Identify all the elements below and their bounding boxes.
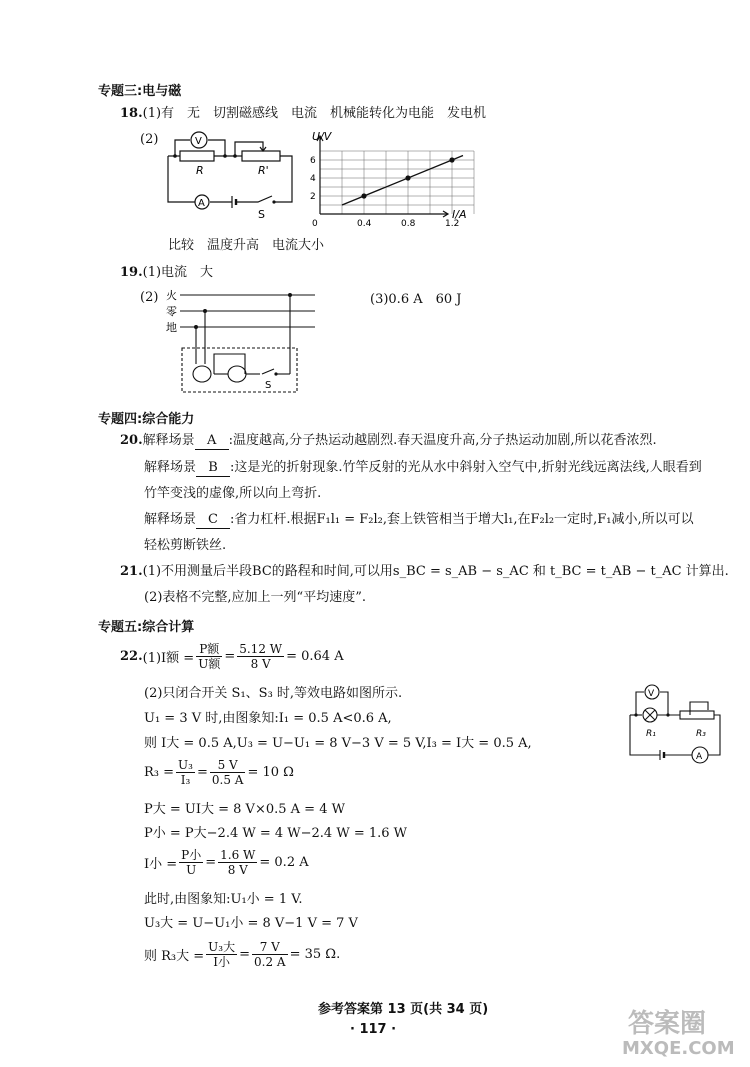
- fraction-values: [252, 940, 288, 969]
- question-22-part1: 22. (1)I额 = $\frac{\text{P额}}{\text{U额}}$ = $\frac{5.12 W}{8 V}$ = 0.64 A: [120, 642, 344, 671]
- question-22-r3max: 则 R₃大 = $\frac{\text{U₃大}}{\text{I小}}$ = $\frac{7 V}{0.2 A}$ = 35 Ω.: [144, 940, 341, 969]
- ammeter-label: A: [198, 198, 205, 209]
- numerator: 5 V: [210, 758, 246, 773]
- x-tick-label: 0.8: [401, 219, 416, 229]
- scene-c-blank: C: [196, 512, 230, 529]
- numerator: P小: [181, 848, 202, 862]
- formula-result: = 35 Ω.: [289, 947, 341, 962]
- answer-text: (1)有 无 切割磁感线 电流 机械能转化为电能 发电机: [142, 106, 487, 121]
- question-number: 18.: [120, 106, 143, 121]
- fraction-values: [237, 642, 284, 671]
- q22-equivalent-circuit: [620, 680, 730, 765]
- q19-household-circuit: [160, 286, 320, 398]
- x-tick-label: 1.2: [445, 219, 460, 229]
- scene-c-text: :省力杠杆.根据F₁l₁ = F₂l₂,套上铁管相当于增大l₁,在F₂l₂一定时,F₁减小,所以可以: [230, 512, 694, 527]
- fire-wire-label: 火: [166, 289, 177, 302]
- question-19-part3: (3)0.6 A 60 J: [370, 292, 462, 307]
- question-number: 22.: [120, 649, 143, 664]
- fraction-p-over-u: [179, 848, 203, 877]
- question-20-scene-b-cont: 竹竿变浅的虚像,所以向上弯折.: [144, 486, 322, 501]
- r1-label: R₁: [646, 729, 656, 739]
- denominator: 8 V: [227, 863, 248, 877]
- graph-series: [342, 156, 463, 206]
- r3-label: R₃: [696, 729, 706, 739]
- resistor-r-label: R: [196, 164, 204, 177]
- answer-text: (1)电流 大: [142, 265, 214, 280]
- question-19-part1: [120, 265, 213, 281]
- answer-text: (1)不用测量后半段BC的路程和时间,可以用s_BC = s_AB − s_AC 和 t_BC = t_AB − t_AC 计算出.: [142, 564, 729, 579]
- question-22-r3: R₃ = $\frac{\text{U₃}}{\text{I₃}}$ = $\frac{5 V}{0.5 A}$ = 10 Ω: [144, 758, 294, 787]
- fraction-values: [218, 848, 257, 877]
- question-20-scene-b: [144, 460, 702, 477]
- question-22-ismall: I小 = $\frac{\text{P小}}{U}$ = $\frac{1.6 W}{8 V}$ = 0.2 A: [144, 848, 309, 877]
- data-point: [361, 193, 366, 198]
- formula-result: = 0.2 A: [259, 855, 309, 870]
- origin-label: 0: [312, 219, 318, 229]
- denominator: U: [186, 863, 197, 877]
- watermark-url: MXQE.COM: [622, 1038, 735, 1059]
- question-22-line10: U₃大 = U−U₁小 = 8 V−1 V = 7 V: [144, 916, 358, 931]
- series-line: [342, 156, 463, 206]
- fraction-values: [210, 758, 246, 787]
- numerator: 7 V: [252, 940, 288, 955]
- section-title-comprehensive-ability: 专题四:综合能力: [98, 412, 195, 427]
- y-tick-label: 6: [310, 156, 316, 166]
- question-22-line6: P大 = UI大 = 8 V×0.5 A = 4 W: [144, 802, 345, 817]
- formula-lhs: I小 =: [144, 857, 178, 872]
- question-20-scene-c-cont: 轻松剪断铁丝.: [144, 538, 227, 553]
- x-tick-label: 0.4: [357, 219, 372, 229]
- scene-b-blank: B: [196, 460, 230, 477]
- scene-b-prefix: 解释场景: [144, 460, 197, 475]
- question-22-line2: (2)只闭合开关 S₁、S₃ 时,等效电路如图所示.: [144, 686, 403, 701]
- scene-a-blank: A: [195, 433, 229, 450]
- question-number: 21.: [120, 564, 143, 579]
- question-18-conclusion: 比较 温度升高 电流大小: [168, 238, 325, 253]
- question-21-part1: [120, 564, 729, 580]
- resistor-r-prime-label: R': [258, 164, 269, 177]
- question-22-line4: 则 I大 = 0.5 A,U₃ = U−U₁ = 8 V−3 V = 5 V,I₃ = I大 = 0.5 A,: [144, 736, 532, 751]
- watermark-logo: 答案圈: [628, 1009, 707, 1039]
- section-title-electricity-magnetism: 专题三:电与磁: [98, 84, 182, 99]
- fraction-p-over-u: [196, 642, 222, 671]
- question-22-line7: P小 = P大−2.4 W = 4 W−2.4 W = 1.6 W: [144, 826, 408, 841]
- numerator: U₃: [178, 758, 193, 772]
- section-title-comprehensive-calc: 专题五:综合计算: [98, 620, 195, 635]
- x-axis-label: I/A: [452, 208, 467, 221]
- formula-lhs: R₃ =: [144, 765, 175, 780]
- numerator: U₃大: [208, 940, 236, 954]
- scene-c-prefix: 解释场景: [144, 512, 197, 527]
- fraction-u-over-i: [176, 758, 195, 787]
- denominator: U额: [198, 657, 221, 671]
- scene-a-text: :温度越高,分子热运动越剧烈.春天温度升高,分子热运动加剧,所以花香浓烈.: [228, 433, 657, 448]
- denominator: 8 V: [250, 657, 271, 671]
- question-number: 19.: [120, 265, 143, 280]
- numerator: P额: [196, 642, 222, 657]
- switch-label: S: [258, 208, 265, 221]
- numerator: 1.6 W: [220, 848, 256, 862]
- question-22-line9: 此时,由图象知:U₁小 = 1 V.: [144, 892, 303, 907]
- q18-circuit-diagram: [150, 128, 300, 223]
- question-20-scene-c: [144, 512, 694, 529]
- data-point: [405, 175, 410, 180]
- formula-lhs: (1)I额 =: [142, 651, 195, 666]
- denominator: 0.5 A: [211, 773, 244, 787]
- y-axis-label: U/V: [312, 130, 332, 143]
- ammeter-label: A: [696, 752, 703, 762]
- scene-b-text: :这是光的折射现象.竹竿反射的光从水中斜射入空气中,折射光线远离法线,人眼看到: [230, 460, 702, 475]
- question-20-scene-a: [120, 433, 657, 450]
- page-footer-label: 参考答案第 13 页(共 34 页): [318, 1002, 489, 1017]
- voltmeter-label: V: [648, 689, 655, 699]
- fraction-u-over-i: [206, 940, 237, 969]
- neutral-wire-label: 零: [166, 305, 177, 318]
- ground-wire-label: 地: [166, 321, 177, 334]
- formula-lhs: 则 R₃大 =: [144, 949, 205, 964]
- q18-ui-graph: [300, 126, 500, 232]
- question-21-part2: (2)表格不完整,应加上一列“平均速度”.: [144, 590, 366, 605]
- y-tick-label: 4: [310, 174, 316, 184]
- denominator: 0.2 A: [254, 955, 286, 969]
- question-18-part1: [120, 106, 486, 122]
- y-tick-label: 2: [310, 192, 316, 202]
- page-number: · 117 ·: [350, 1022, 397, 1037]
- question-19-part2-label: (2): [140, 290, 159, 305]
- denominator: I小: [213, 955, 231, 969]
- question-number: 20.: [120, 433, 143, 448]
- question-18-part2-label: (2): [140, 132, 159, 147]
- voltmeter-label: V: [195, 136, 202, 147]
- formula-result: = 0.64 A: [286, 649, 344, 664]
- scene-a-prefix: 解释场景: [142, 433, 195, 448]
- question-22-line3: U₁ = 3 V 时,由图象知:I₁ = 0.5 A<0.6 A,: [144, 711, 392, 726]
- numerator: 5.12 W: [239, 642, 283, 656]
- formula-result: = 10 Ω: [247, 765, 294, 780]
- switch-label: S: [265, 380, 272, 391]
- data-point: [449, 157, 454, 162]
- denominator: I₃: [180, 773, 191, 787]
